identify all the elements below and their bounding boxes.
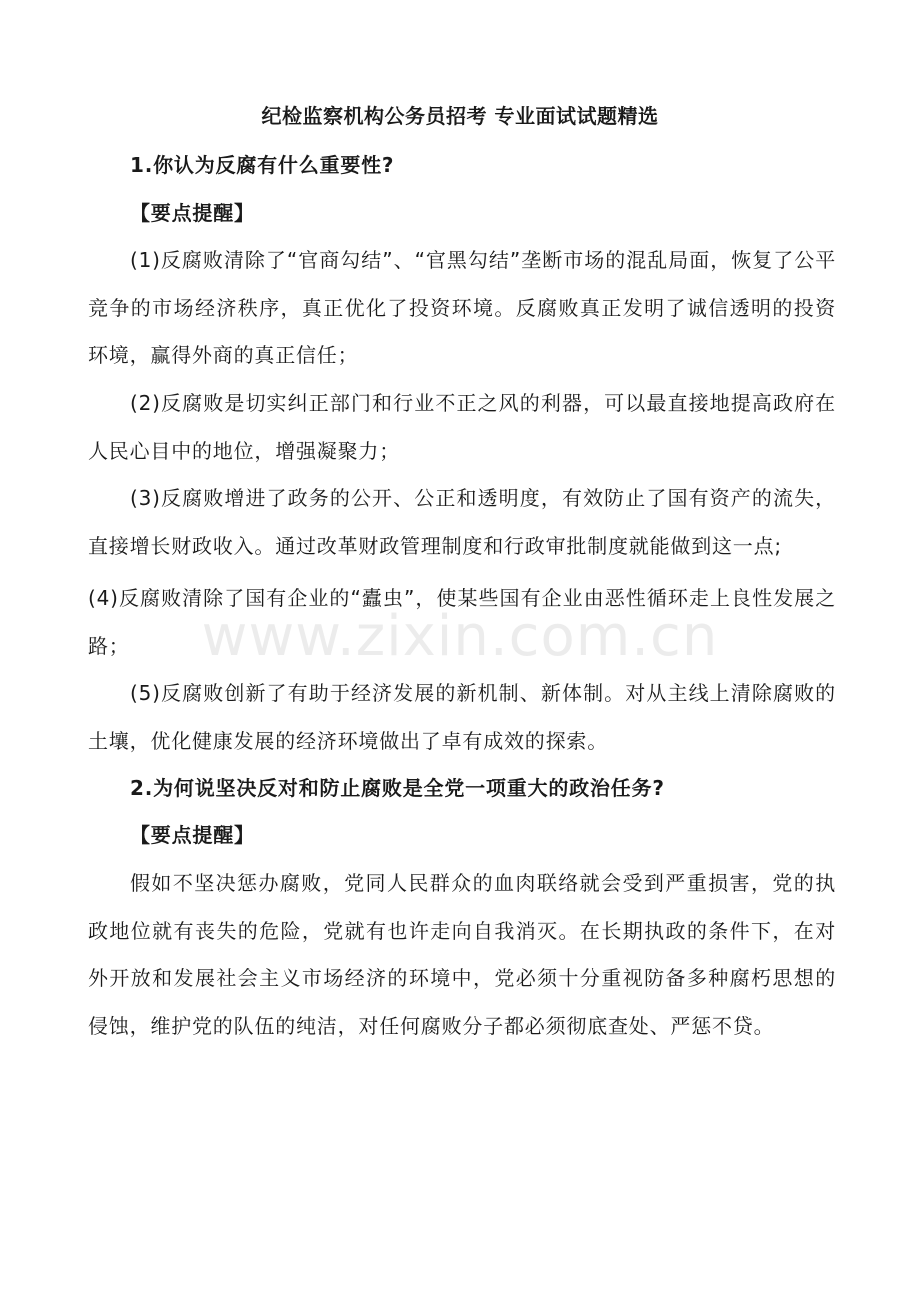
question-1-point-2: (2)反腐败是切实纠正部门和行业不正之风的利器，可以最直接地提高政府在人民心目中的地位，增强凝聚力；: [88, 391, 836, 463]
question-1-point-3: (3)反腐败增进了政务的公开、公正和透明度，有效防止了国有资产的流失，直接增长财政收入。通过改革财政管理制度和行政审批制度就能做到这一点;: [88, 486, 836, 558]
document-title: 纪检监察机构公务员招考 专业面试试题精选: [261, 104, 659, 128]
question-1-point-1: (1)反腐败清除了“官商勾结”、“官黑勾结”垄断市场的混乱局面，恢复了公平竞争的市场经济秩序，真正优化了投资环境。反腐败真正发明了诚信透明的投资环境，赢得外商的真正信任；: [88, 248, 836, 367]
question-1-point-4: (4)反腐败清除了国有企业的“蠹虫”，使某些国有企业由恶性循环走上良性发展之路；: [88, 586, 836, 658]
question-2-heading: 2.为何说坚决反对和防止腐败是全党一项重大的政治任务?: [130, 776, 665, 800]
watermark: www.zixin.com.cn: [201, 604, 719, 669]
question-1-heading: 1.你认为反腐有什么重要性?: [130, 153, 395, 177]
question-2-answer: 假如不坚决惩办腐败，党同人民群众的血肉联络就会受到严重损害，党的执政地位就有丧失的危险，党就有也许走向自我消灭。在长期执政的条件下，在对外开放和发展社会主义市场经济的环境中，党必须十分重视防备多种腐朽思想的侵蚀，维护党的队伍的纯洁，对任何腐败分子都必须彻底查处、严惩不贷。: [88, 871, 836, 1038]
question-2-tip-label: 【要点提醒】: [130, 823, 255, 847]
question-1-point-5: (5)反腐败创新了有助于经济发展的新机制、新体制。对从主线上清除腐败的土壤，优化健康发展的经济环境做出了卓有成效的探索。: [88, 681, 836, 753]
question-1-tip-label: 【要点提醒】: [130, 201, 255, 225]
